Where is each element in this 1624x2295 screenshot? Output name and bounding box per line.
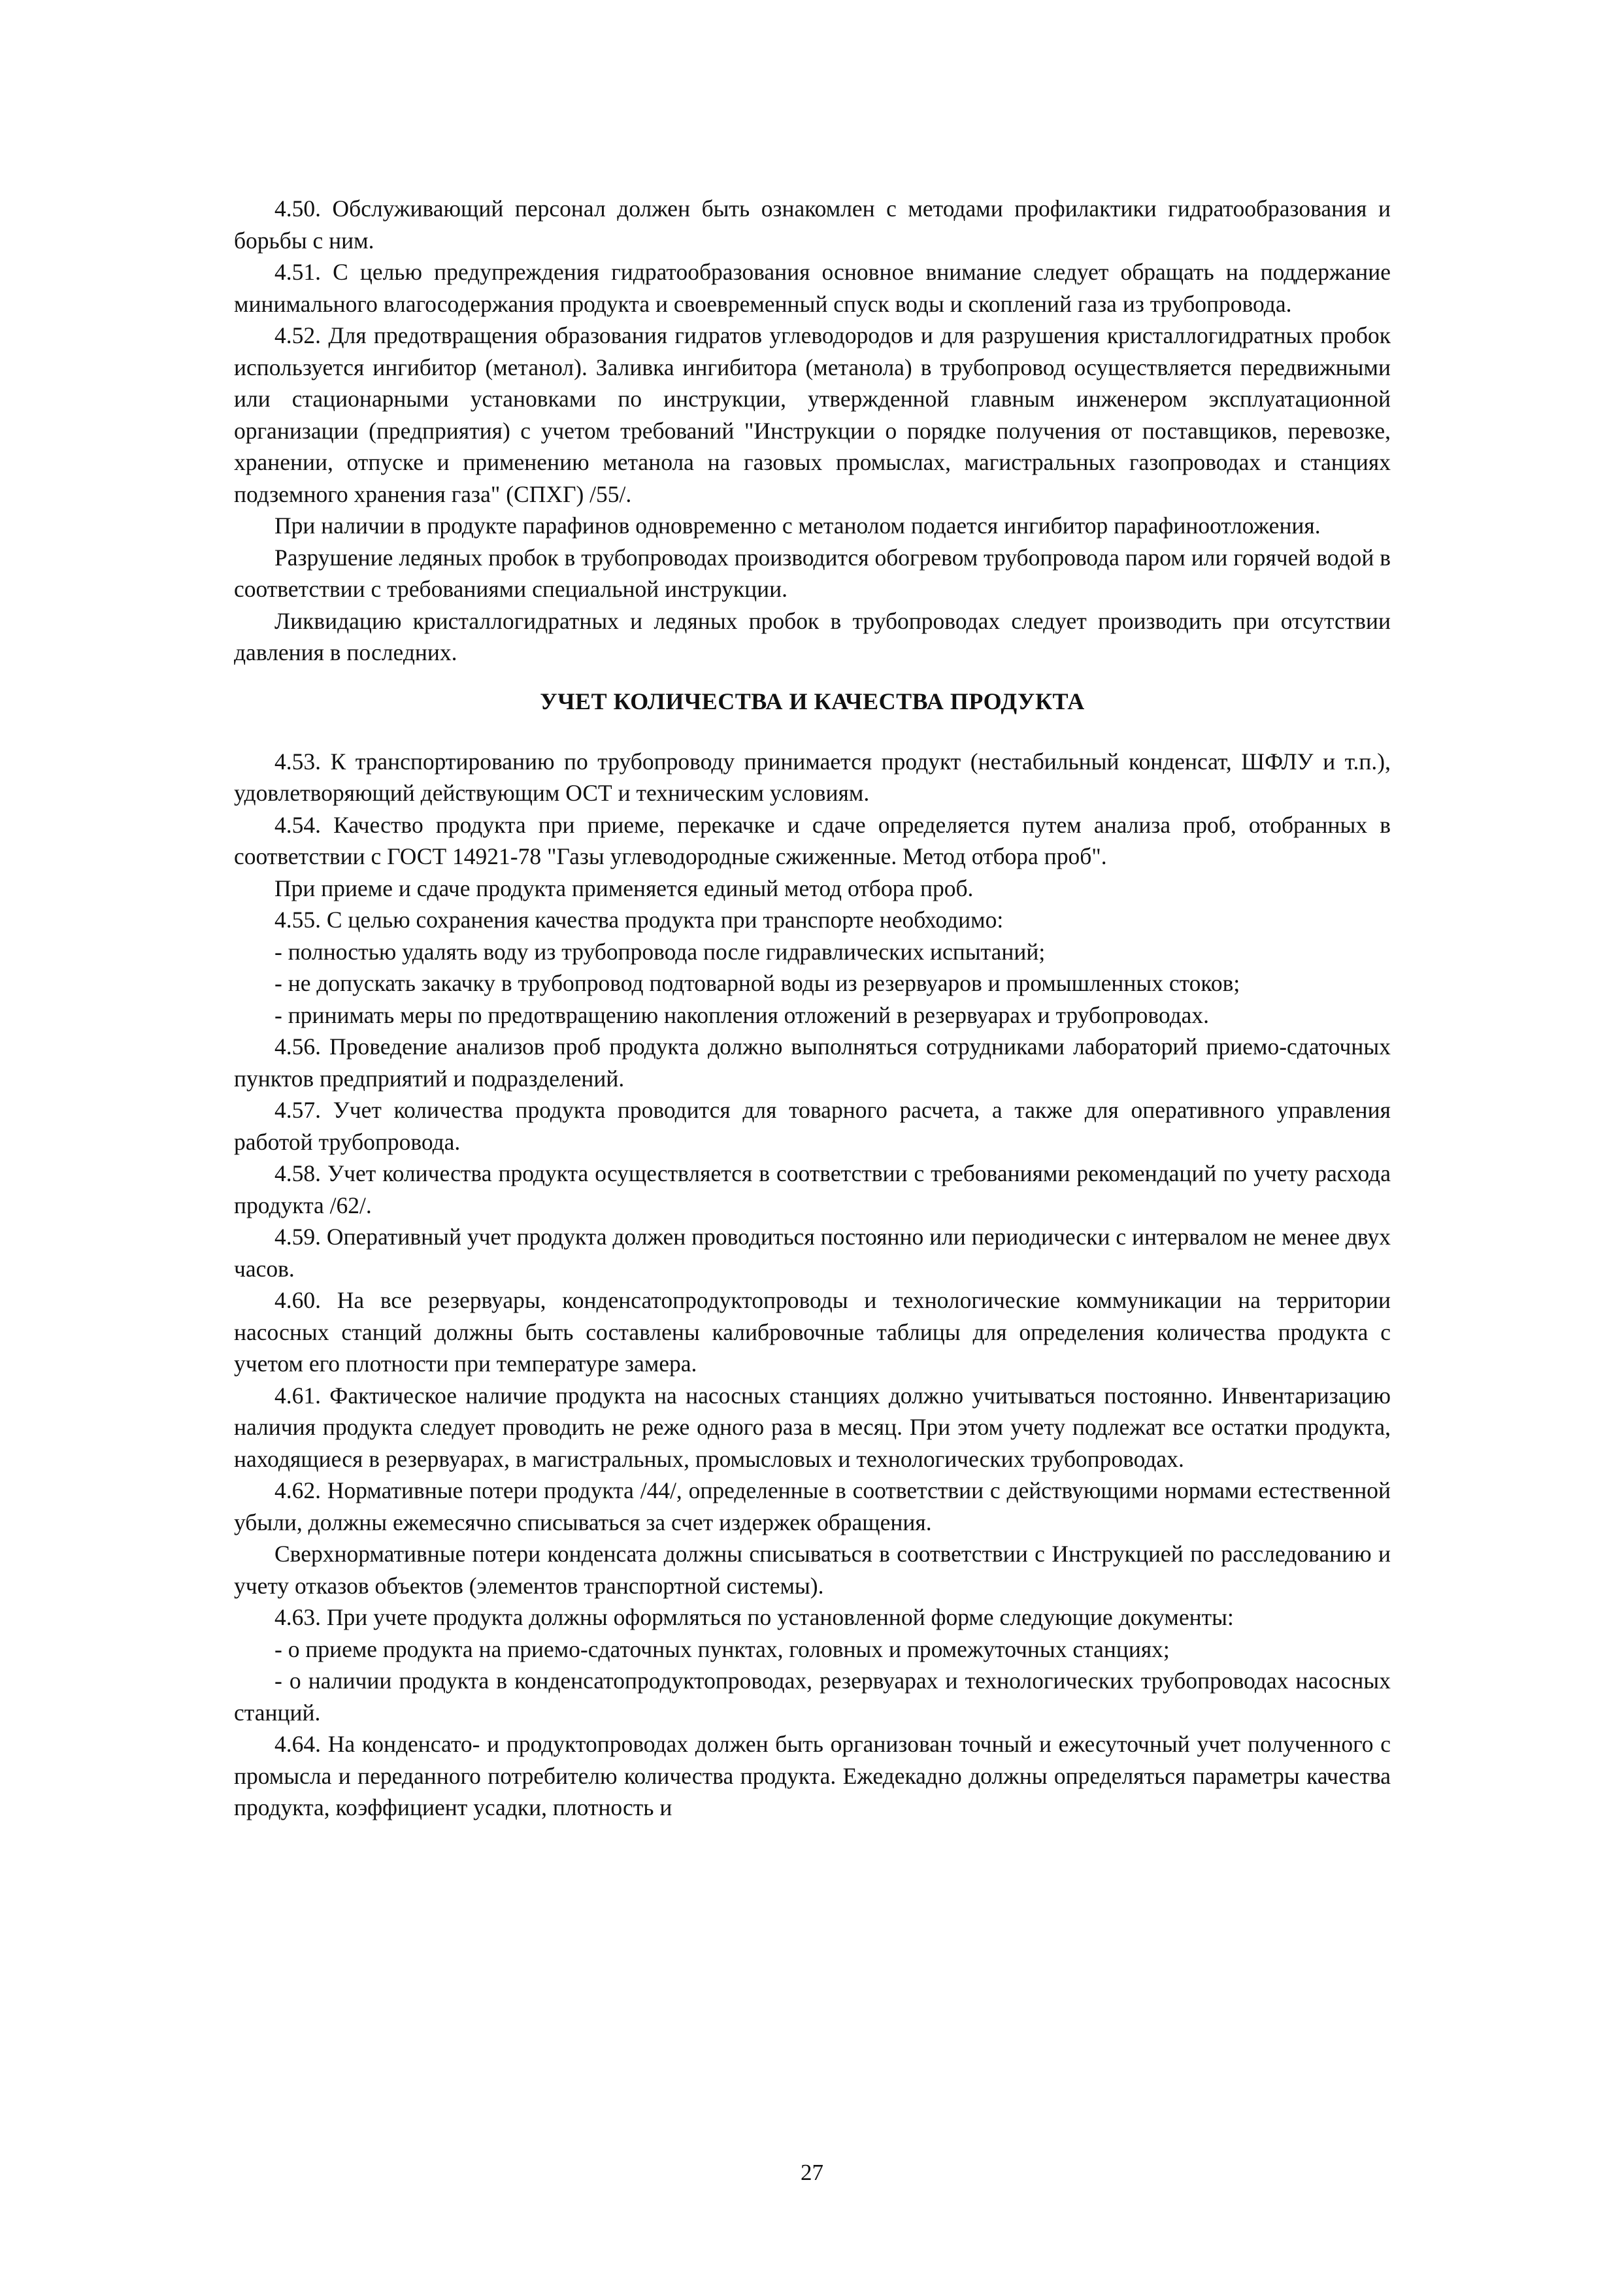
list-item: - полностью удалять воду из трубопровода после гидравлических испытаний;	[274, 938, 1046, 965]
paragraph-4-57: 4.57. Учет количества продукта проводится для товарного расчета, а также для оперативного управления работой трубопровода.	[234, 1097, 1391, 1155]
paragraph-4-51: 4.51. С целью предупреждения гидратообразования основное внимание следует обращать на поддержание минимального влагосодержания продукта и своевременный спуск воды и скоплений газа из трубопровода.	[234, 259, 1391, 317]
paragraph-4-55: 4.55. С целью сохранения качества продукта при транспорте необходимо:	[274, 907, 1004, 933]
paragraph-4-62: 4.62. Нормативные потери продукта /44/, определенные в соответствии с действующими нормами естественной убыли, должны ежемесячно списываться за счет издержек обращения.	[234, 1477, 1391, 1535]
paragraph-4-52: 4.52. Для предотвращения образования гидратов углеводородов и для разрушения кристаллогидратных пробок используется ингибитор (метанол). Заливка ингибитора (метанола) в трубопровод осуществляется передвижными или стационарными установками по инструкции, утвержденной главным инженером эксплуатационной организации (предприятия) с учетом требований "Инструкции о порядке получения от поставщиков, перевозке, хранении, отпуске и применению метанола на газовых промыслах, магистральных газопроводах и станциях подземного хранения газа" (СПХГ) /55/.	[234, 322, 1391, 507]
page-number: 27	[801, 2160, 823, 2185]
paragraph-sampling-method: При приеме и сдаче продукта применяется единый метод отбора проб.	[274, 875, 974, 901]
section-heading: УЧЕТ КОЛИЧЕСТВА И КАЧЕСТВА ПРОДУКТА	[540, 688, 1085, 714]
paragraph-ice-plugs: Разрушение ледяных пробок в трубопроводах производится обогревом трубопровода паром или горячей водой в соответствии с требованиями специальной инструкции.	[234, 544, 1391, 602]
paragraph-4-64: 4.64. На конденсато- и продуктопроводах должен быть организован точный и ежесуточный учет полученного с промысла и переданного потребителю количества продукта. Ежедекадно должны определяться параметры качества продукта, коэффициент усадки, плотность и	[234, 1731, 1391, 1820]
list-item: - о наличии продукта в конденсатопродуктопроводах, резервуарах и технологических трубопроводах насосных станций.	[234, 1667, 1391, 1726]
list-item: - о приеме продукта на приемо-сдаточных пунктах, головных и промежуточных станциях;	[274, 1635, 1170, 1662]
section-hydrate-prevention	[234, 193, 1391, 669]
paragraph-4-56: 4.56. Проведение анализов проб продукта должно выполняться сотрудниками лабораторий приемо-сдаточных пунктов предприятий и подразделений.	[234, 1033, 1391, 1092]
paragraph-4-54: 4.54. Качество продукта при приеме, перекачке и сдаче определяется путем анализа проб, отобранных в соответствии с ГОСТ 14921-78 "Газы углеводородные сжиженные. Метод отбора проб".	[234, 811, 1391, 869]
section-product-accounting	[234, 746, 1391, 1824]
paragraph-paraffin-inhibitor: При наличии в продукте парафинов одновременно с метанолом подается ингибитор парафиноотложения.	[274, 512, 1321, 539]
paragraph-4-59: 4.59. Оперативный учет продукта должен проводиться постоянно или периодически с интервалом не менее двух часов.	[234, 1224, 1391, 1282]
list-item: - не допускать закачку в трубопровод подтоварной воды из резервуаров и промышленных стоков;	[274, 970, 1240, 996]
paragraph-4-60: 4.60. На все резервуары, конденсатопродуктопроводы и технологические коммуникации на территории насосных станций должны быть составлены калибровочные таблицы для определения количества продукта с учетом его плотности при температуре замера.	[234, 1287, 1391, 1377]
paragraph-4-63: 4.63. При учете продукта должны оформляться по установленной форме следующие документы:	[274, 1604, 1234, 1630]
paragraph-4-61: 4.61. Фактическое наличие продукта на насосных станциях должно учитываться постоянно. Инвентаризацию наличия продукта следует проводить не реже одного раза в месяц. При этом учету подлежат все остатки продукта, находящиеся в резервуарах, в магистральных, промысловых и технологических трубопроводах.	[234, 1382, 1391, 1472]
paragraph-4-53: 4.53. К транспортированию по трубопроводу принимается продукт (нестабильный конденсат, ШФЛУ и т.п.), удовлетворяющий действующим ОСТ и техническим условиям.	[234, 748, 1391, 806]
paragraph-4-58: 4.58. Учет количества продукта осуществляется в соответствии с требованиями рекомендаций по учету расхода продукта /62/.	[234, 1160, 1391, 1218]
document-page	[234, 193, 1391, 1824]
list-item: - принимать меры по предотвращению накопления отложений в резервуарах и трубопроводах.	[274, 1001, 1210, 1028]
paragraph-plug-liquidation: Ликвидацию кристаллогидратных и ледяных пробок в трубопроводах следует производить при отсутствии давления в последних.	[234, 607, 1391, 665]
paragraph-4-50: 4.50. Обслуживающий персонал должен быть ознакомлен с методами профилактики гидратообразования и борьбы с ним.	[234, 195, 1391, 254]
paragraph-excess-losses: Сверхнормативные потери конденсата должны списываться в соответствии с Инструкцией по расследованию и учету отказов объектов (элементов транспортной системы).	[234, 1541, 1391, 1599]
